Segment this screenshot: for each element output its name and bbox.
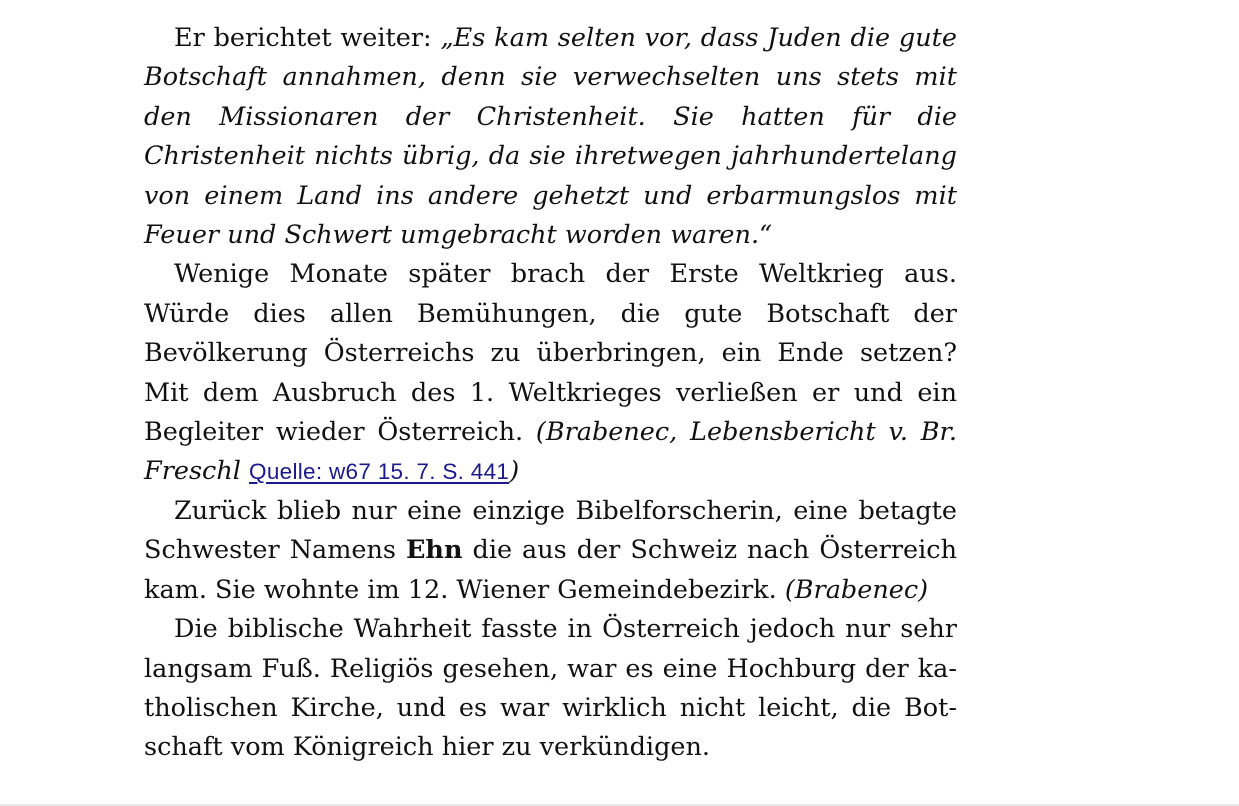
quote-text: „Es kam selten vor, dass Juden die gute Botschaft annahmen, denn sie verwechselten uns stets mit den Missionaren der Christenheit. Sie hatten für die Christenheit nichts übrig, da sie ihretwegen jahrhundertelang von einem Land ins andere gehetzt und erbarmungslos mit Feuer und Schwert umgebracht worden waren.“ — [144, 23, 957, 251]
paragraph-biblical-truth — [144, 610, 957, 768]
citation: (Brabenec) — [784, 574, 929, 605]
paragraph-world-war — [144, 255, 957, 491]
paragraph-text-before: Zurück blieb nur eine einzige Bibelforscherin, eine betagte Schwester Namens — [144, 495, 957, 566]
paragraph-text: Wenige Monate später brach der Erste Weltkrieg aus. Würde dies allen Bemühungen, die gute Botschaft der Bevölkerung Österreichs zu überbringen, ein Ende setzen? Mit dem Ausbruch des 1. Weltkrieges verließen er und ein Begleiter wieder Österreich. — [144, 259, 957, 448]
paragraph-report-quote — [144, 19, 957, 255]
citation-open: (Brabenec, Lebensbericht v. Br. Freschl — [144, 417, 957, 487]
paragraph-text: Die biblische Wahrheit fasste in Österreich jedoch nur sehr langsam Fuß. Religiös gesehen, war es eine Hochburg der katholischen Kirche, und es war wirklich nicht leicht, die Botschaft vom Königreich hier zu verkündigen. — [144, 614, 957, 763]
name-bold: Ehn — [405, 535, 463, 566]
text-column — [144, 19, 957, 768]
source-link[interactable]: Quelle: w67 15. 7. S. 441 — [249, 459, 510, 485]
paragraph-sister-ehn — [144, 492, 957, 610]
paragraph-text-after: die aus der Schweiz nach Österreich kam. Sie wohnte im 12. Wiener Gemeindebezirk. — [144, 535, 957, 605]
citation-close: ) — [509, 456, 520, 487]
paragraph-lead: Er berichtet weiter: — [174, 23, 441, 53]
